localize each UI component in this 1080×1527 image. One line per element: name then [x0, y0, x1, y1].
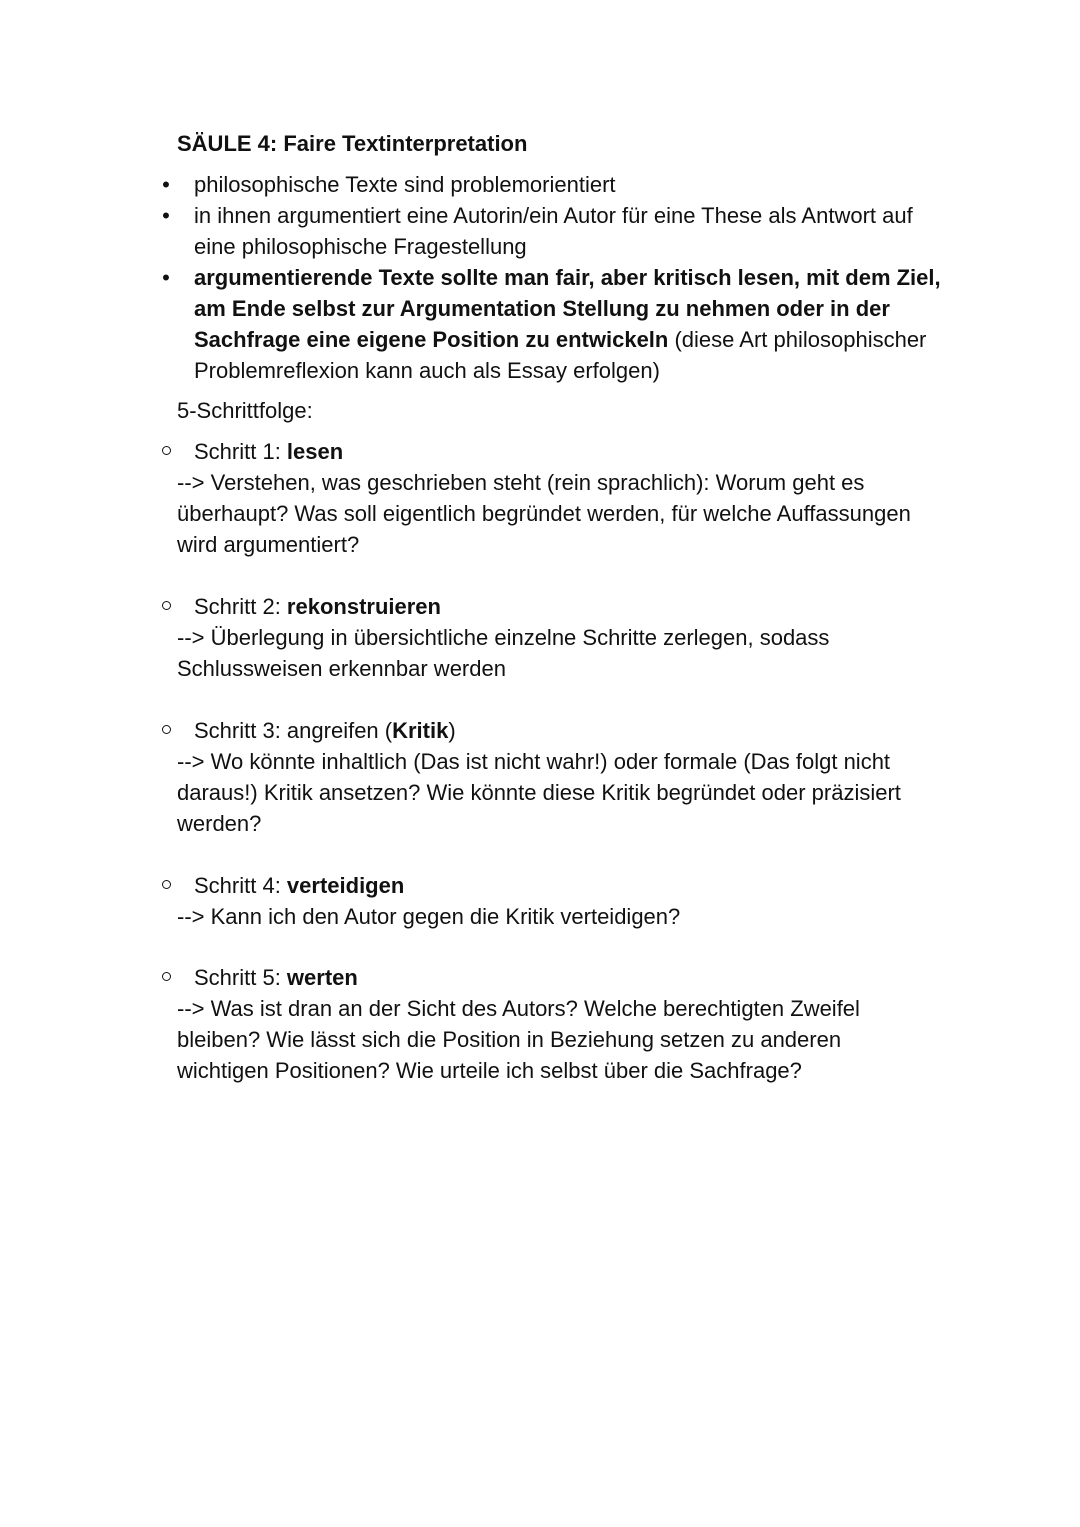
step-label: Schritt 3: angreifen (: [194, 718, 393, 743]
bullet-text: in ihnen argumentiert eine Autorin/ein Autor für eine These als Antwort auf eine philosophische Fragestellung: [194, 203, 913, 259]
bullet-text: philosophische Texte sind problemorientiert: [194, 172, 616, 197]
bullet-dot-icon: •: [162, 172, 170, 197]
bullet-dot-icon: •: [162, 265, 170, 290]
bullet-item: [0, 169, 960, 200]
section-heading: SÄULE 4: Faire Textinterpretation: [177, 131, 528, 156]
circle-bullet-icon: [162, 446, 171, 455]
step-description: --> Was ist dran an der Sicht des Autors? Welche berechtigten Zweifel bleiben? Wie lässt sich die Position in Beziehung setzen zu anderen wichtigen Positionen? Wie urteile ich selbst über die Sachfrage?: [177, 996, 860, 1083]
step-label: Schritt 5:: [194, 965, 287, 990]
step-title: [0, 715, 960, 746]
step-item: [0, 436, 960, 560]
bullet-dot-icon: •: [162, 203, 170, 228]
bullet-item: [0, 262, 960, 386]
circle-bullet-icon: [162, 601, 171, 610]
step-description: --> Überlegung in übersichtliche einzelne Schritte zerlegen, sodass Schlussweisen erkennbar werden: [177, 625, 830, 681]
step-title: [0, 962, 960, 993]
step-item: [0, 715, 960, 839]
step-keyword: lesen: [286, 439, 344, 464]
step-label: Schritt 2:: [194, 594, 287, 619]
bullet-list: [0, 169, 960, 386]
step-suffix: ): [448, 718, 456, 743]
step-item: [0, 591, 960, 684]
circle-bullet-icon: [162, 880, 171, 889]
step-item: [0, 962, 960, 1086]
step-keyword: rekonstruieren: [286, 594, 441, 619]
step-description: --> Wo könnte inhaltlich (Das ist nicht wahr!) oder formale (Das folgt nicht daraus!) Kritik ansetzen? Wie könnte diese Kritik begründet oder präzisiert werden?: [177, 749, 901, 836]
step-label: Schritt 1:: [194, 439, 287, 464]
step-label: Schritt 4:: [194, 873, 287, 898]
step-description: --> Verstehen, was geschrieben steht (rein sprachlich): Worum geht es überhaupt? Was soll eigentlich begründet werden, für welche Auffassungen wird argumentiert?: [177, 470, 911, 557]
step-title: [0, 870, 960, 901]
bullet-bold-text: argumentierende Texte sollte man fair, aber kritisch lesen, mit dem Ziel, am Ende selbst zur Argumentation Stellung zu nehmen oder in der Sachfrage eine eigene Position zu entwickeln: [194, 265, 941, 352]
circle-bullet-icon: [162, 725, 171, 734]
bullet-item: [0, 200, 960, 262]
step-item: [0, 870, 960, 932]
step-keyword: werten: [286, 965, 358, 990]
step-description: --> Kann ich den Autor gegen die Kritik verteidigen?: [177, 904, 681, 929]
step-keyword: verteidigen: [286, 873, 405, 898]
bullet-text: (diese Art philosophischer Problemreflexion kann auch als Essay erfolgen): [194, 327, 927, 383]
step-keyword: Kritik: [392, 718, 449, 743]
steps-intro: 5-Schrittfolge:: [177, 398, 313, 423]
step-title: [0, 591, 960, 622]
circle-bullet-icon: [162, 972, 171, 981]
step-title: [0, 436, 960, 467]
